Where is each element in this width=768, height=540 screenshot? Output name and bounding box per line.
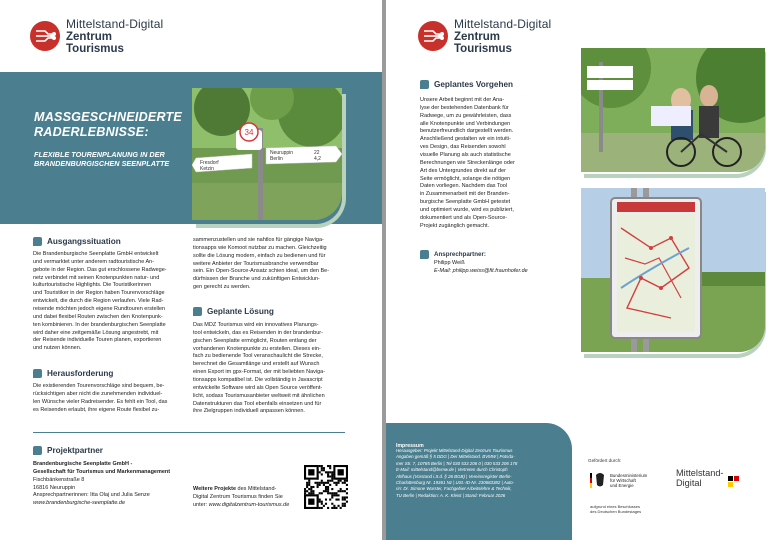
text-line: berechnet die Gesamtlänge und erstellt auf Wunsch (193, 361, 320, 368)
text-line: Charlottenburg Nr. 19361 Nz | USt.-ID-Nr. 230683382 | Auto- (396, 479, 515, 485)
sign-left1: Fresdorf (200, 160, 219, 166)
text-line: weitere Anbieter der Tourismusbranche verwendbar (193, 260, 319, 267)
section-bullet-icon (33, 369, 42, 378)
text-geplantes-vorgehen (420, 97, 570, 231)
text-line: burgische Seenplatte GmbH getestet (420, 199, 511, 206)
text-line: dokumentiert und als Open-Source- (420, 214, 508, 221)
text-line: netz verbindet mit seinen Knotenpunkten natur- und (33, 274, 160, 281)
text-ausgangssituation (33, 251, 183, 353)
map-board-photo (581, 188, 765, 352)
text-line: fach zu bedienende Tool veranschaulicht die Strecke, (193, 353, 323, 360)
text-line: der Reisende individuelle Touren planen, exportieren (33, 337, 162, 344)
text-line: kulturtouristische Highlights. Die Touristikerinnen (33, 282, 152, 289)
text-line: und dabei flexibel Routen zwischen den Knotenpunk- (33, 313, 163, 320)
text-line: entwickelte Software wird als Open Source veröffent- (193, 384, 323, 391)
mdz-logo (30, 18, 163, 55)
sign-left2: Ketzin (200, 166, 214, 172)
federal-eagle-icon (588, 467, 668, 515)
section-bullet-icon (33, 446, 42, 455)
text-line: Projekt zugänglich gemacht. (420, 222, 490, 229)
text-line: und optimiert wurde, wird es publiziert, (420, 207, 514, 214)
text-line: Unsere Arbeit beginnt mit der Ana- (420, 97, 505, 103)
mdz-logo-right: Mittelstand-Digital Zentrum Tourismus (418, 18, 551, 55)
text-line: Herausgeber: Projekt Mittelstand-Digital Zentrum Tourismus (396, 448, 513, 453)
impressum-text (396, 448, 568, 499)
circuit-logo-icon (418, 21, 448, 51)
section-bullet-icon (193, 307, 202, 316)
text-line: Anschließend gestalten wir ein intuiti- (420, 136, 511, 143)
text-line: sollte die Lösung modern, einfach zu bedienen und für (193, 252, 326, 259)
ministry-line1: Bundesministerium (610, 473, 648, 478)
text-line: rücksichtigen aber nicht die zunehmenden individuel- (33, 390, 163, 397)
text-line: Seite ermöglicht, solange die nötigen (420, 175, 511, 182)
partner-street: Fischbänkenstraße 8 (33, 476, 85, 483)
sign-right2-km: 4,2 (314, 156, 321, 162)
gefoerdert-label: Gefördert durch: (588, 458, 622, 463)
circuit-logo-icon (30, 21, 60, 51)
text-line: sein. Ein Open-Source-Ansatz schien ideal, um den Be- (193, 268, 330, 275)
text-line: E-Mail: mittelstand@bvmw.de | Vertreten durch Christoph (396, 467, 508, 473)
text-line: sammenzustellen und sie nahtlos für gängige Naviga- (193, 237, 324, 243)
text-line: Datenstrukturen das Tool ebenfalls einsetzen und für (193, 400, 322, 407)
heading-projektpartner: Projektpartner (33, 446, 103, 455)
beschluss-line2: des Deutschen Bundestages (590, 509, 642, 514)
ministry-line2: für Wirtschaft (610, 478, 636, 483)
text-line: Die existierenden Tourenvorschläge sind bequem, be- (33, 383, 165, 389)
page-left (0, 0, 382, 540)
heading-geplante-loesung: Geplante Lösung (193, 307, 274, 316)
signpost-photo (192, 88, 342, 220)
text-line: wird daher eine zeitgemäße Lösung angestrebt, mit (33, 329, 159, 336)
text-line: Die Brandenburgische Seenplatte GmbH entwickelt (33, 251, 159, 257)
sign-right1-km: 22 (314, 150, 320, 156)
ministry-line3: und Energie (610, 483, 634, 488)
text-line: vorhandenen Knotenpunkte zu erstellen. Dieses ein- (193, 345, 321, 352)
partner-contact: Ansprechpartnerinnen: Itta Olaj und Julia Senze (33, 492, 150, 499)
text-line: Daten vorliegen. Nachdem das Tool (420, 183, 508, 190)
text-line: gischen Seenplatte ermöglicht, Routen entlang der (193, 337, 317, 344)
text-line: dürfnissen der Branche und zukünftigen Entwicklun- (193, 276, 320, 283)
text-line: tool entwickeln, das es Reisenden in der brandenbur- (193, 329, 323, 336)
cyclists-photo (581, 48, 765, 172)
kontakt-block (434, 260, 584, 276)
text-line: benutzerfreundlich dargestellt werden. (420, 128, 514, 135)
text-line: einen Export im gpx-Format, der mit beliebten Naviga- (193, 369, 326, 376)
text-line: lyse der bestehenden Datenbank für (420, 104, 509, 111)
text-line: ten kombinieren. In der brandenburgischen Seenplatte (33, 321, 166, 328)
text-line: Ahlhaus (Vorstand i.S.d. § 26 BGB) | Vereinsregister Berlin- (396, 473, 512, 479)
text-geplante-loesung (193, 322, 345, 416)
partner-city: 16816 Neuruppin (33, 484, 76, 491)
heading-ansprechpartner: Ansprechpartner: (420, 250, 486, 259)
logo-line3: Tourismus (66, 42, 124, 55)
weitere-url-link[interactable]: www.digitalzentrum-tourismus.de (208, 501, 290, 508)
partner-block (33, 461, 203, 508)
sign-number: 34 (244, 128, 254, 137)
sign-right2: Berlin (270, 156, 283, 162)
sign-right1: Neuruppin (270, 150, 294, 156)
text-line: Radwege, um zu gewährleisten, dass (420, 112, 512, 119)
beschluss-line1: aufgrund eines Beschlusses (590, 504, 641, 509)
divider (33, 432, 345, 433)
text-col2-continued (193, 237, 345, 292)
qr-code-icon[interactable] (304, 465, 348, 509)
heading-herausforderung: Herausforderung (33, 369, 113, 378)
section-bullet-icon (420, 80, 429, 89)
section-bullet-icon (33, 237, 42, 246)
bmwk-logo (588, 467, 668, 515)
text-line: mer Str. 7, 10785 Berlin | Tel 030 533 206 0 | 030 533 206 178 (396, 460, 518, 466)
kontakt-email-link[interactable]: E-Mail: philipp.weiss@fit.fraunhofer.de (434, 267, 528, 274)
page-right (386, 0, 768, 540)
text-line: alle Knotenpunkte und Verbindungen (420, 120, 511, 127)
text-line: gebote in der Region. Das gut erschlossene Radwege- (33, 266, 167, 273)
partner-name1: Brandenburgische Seenplatte GmbH - (33, 461, 133, 467)
hero-title: MASSGESCHNEIDERTE RADERLEBNISSE: (34, 110, 183, 140)
text-line: Angaben gemäß § 5 DDG | Der Mittelstand. BVMW | Potsda- (396, 454, 515, 460)
text-line: Art des Untergrundes direkt auf der (420, 167, 506, 174)
text-line: TU Berlin | Redaktion: A. K. Kleist | Stand: Februar 2026 (396, 492, 506, 498)
section-bullet-icon (420, 250, 429, 259)
text-line: len Wünsche vieler Radreisender. Es fehlt ein Tool, das (33, 398, 168, 405)
text-line: gen gerecht zu werden. (193, 284, 251, 291)
impressum-heading: Impressum (396, 443, 424, 449)
text-line: und vermarktet unter anderem radtouristische An- (33, 258, 155, 265)
text-line: es Reisenden erlaubt, ihre eigene Route flexibel zu- (33, 406, 160, 413)
partner-web-link[interactable]: www.brandenburgische-seenplatte.de (33, 500, 126, 507)
text-line: und Touristiker in der Region haben Tourenvorschläge (33, 290, 165, 297)
mittelstand-digital-logo: Mittelstand- Digital (676, 468, 739, 488)
weitere-bold: Weitere Projekte (193, 486, 237, 492)
text-herausforderung (33, 383, 183, 414)
text-line: ves Design, das Reisenden sowohl (420, 144, 506, 151)
text-line: licht, sodass Tourismusanbieter weltweit mit ähnlichen (193, 392, 325, 399)
text-line: und nutzen können. (33, 345, 82, 352)
kontakt-name: Philipp Weiß (434, 260, 465, 266)
logo-line1: Mittelstand-Digital (66, 17, 164, 31)
md-dots-icon (728, 476, 739, 487)
weitere-projekte: Weitere Projekte des Mittelstand- Digital Zentrum Tourismus finden Sie unter: www.digitalzentrum-tourismus.de (193, 486, 290, 508)
logo-line2: Zentrum (66, 30, 112, 43)
heading-geplantes-vorgehen: Geplantes Vorgehen (420, 80, 513, 89)
hero-subtitle: FLEXIBLE TOURENPLANUNG IN DER BRANDENBURGISCHEN SEENPLATTE (34, 150, 170, 169)
partner-name2: Gesellschaft für Tourismus und Markenmanagement (33, 468, 171, 475)
text-line: entwickelt, die durch die Region verlaufen. Viele Rad- (33, 298, 164, 305)
heading-ausgangssituation: Ausgangssituation (33, 237, 121, 246)
text-line: in Zusammenarbeit mit der Branden- (420, 191, 510, 198)
text-line: ihre Zielgruppen individuell anpassen können. (193, 408, 305, 415)
text-line: rin: Dr. Simone Wurster, Fachgebiet Arbeitslehre & Technik, (396, 486, 512, 492)
text-line: visuelle Planung als auch statistische (420, 152, 511, 159)
text-line: Das MDZ Tourismus wird ein innovatives Planungs- (193, 322, 319, 328)
text-line: reisende möchten jedoch eigene Rundtouren erstellen (33, 306, 166, 313)
text-line: tionsapps kompatibel ist. Die vollständig in Javascript (193, 377, 323, 384)
text-line: Berechnungen wie Streckenlänge oder (420, 159, 515, 166)
text-line: tionsapps wie Komoot nutzbar zu machen. Gleichzeitig (193, 244, 327, 251)
